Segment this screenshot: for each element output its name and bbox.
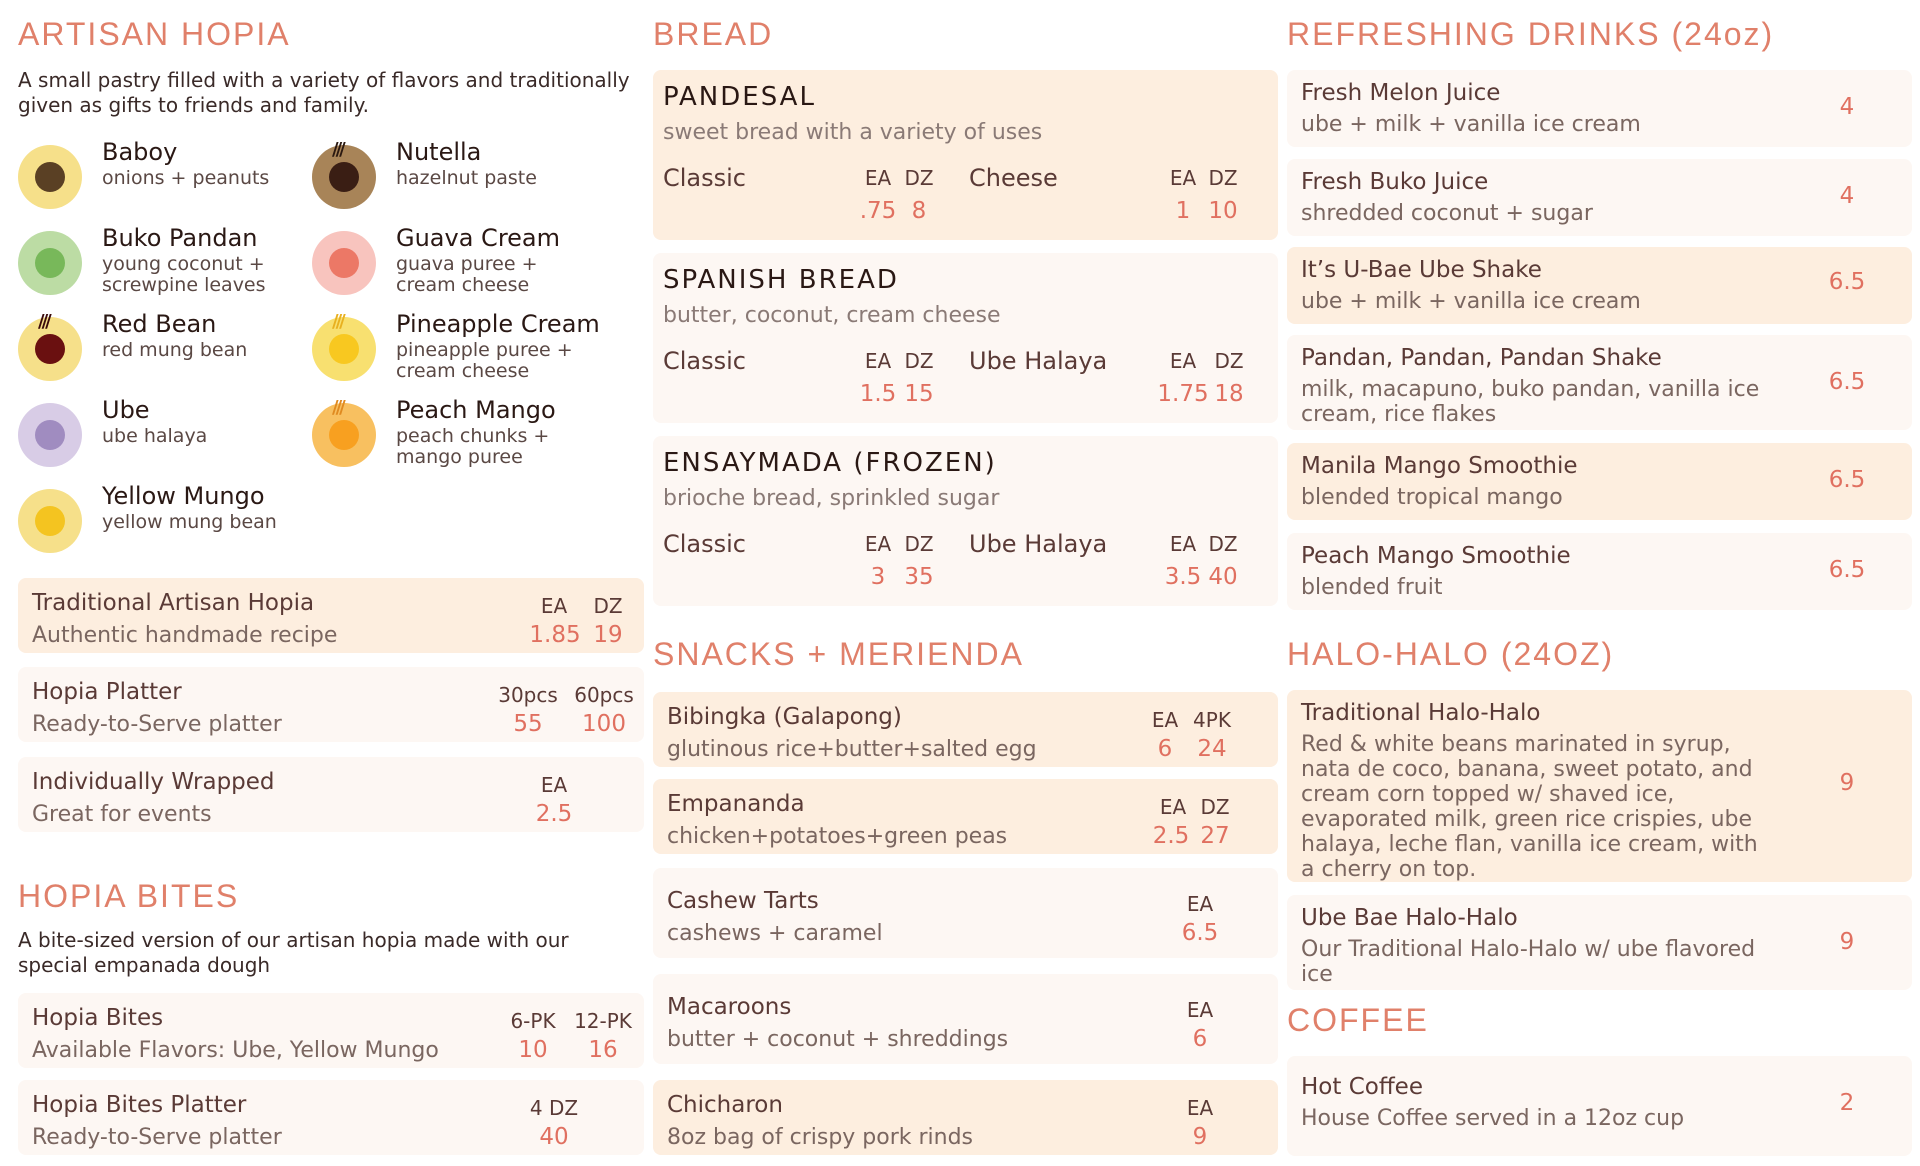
item-description: shredded coconut + sugar xyxy=(1301,201,1593,226)
item-title: Fresh Melon Juice xyxy=(1301,80,1501,106)
menu-item-individually-wrapped xyxy=(18,757,644,832)
price-header: DZ xyxy=(904,532,934,556)
flavor-name: Ube xyxy=(102,396,150,424)
menu-item-fresh-melon-juice xyxy=(1287,70,1912,147)
price-header: DZ xyxy=(904,349,934,373)
price-header: DZ xyxy=(1214,349,1244,373)
item-title: Manila Mango Smoothie xyxy=(1301,453,1578,479)
item-title: Hopia Bites Platter xyxy=(32,1092,247,1118)
hopia-swatch-icon xyxy=(18,145,82,209)
filling-dot xyxy=(35,334,65,364)
hopia-swatch-icon xyxy=(18,231,82,295)
flavor-name: Nutella xyxy=(396,138,482,166)
flavor-name: Pineapple Cream xyxy=(396,310,600,338)
hopia-swatch-icon xyxy=(312,231,376,295)
price-header: EA xyxy=(1186,1096,1214,1120)
flavor-item xyxy=(18,310,308,380)
price: 6 xyxy=(1192,1026,1208,1052)
section-title-drinks: REFRESHING DRINKS (24oz) xyxy=(1287,16,1775,52)
menu-item-hopia-bites xyxy=(18,993,644,1068)
menu-item-peach-mango-smoothie xyxy=(1287,533,1912,610)
item-title: Individually Wrapped xyxy=(32,769,275,795)
price: 9 xyxy=(1839,929,1855,955)
hopia-swatch-icon xyxy=(18,311,82,381)
artisan-hopia-intro: A small pastry filled with a variety of flavors and traditionally given as gifts to friends and family. xyxy=(18,68,630,117)
item-title: Fresh Buko Juice xyxy=(1301,169,1489,195)
price-header: EA xyxy=(1186,998,1214,1022)
item-title: Cashew Tarts xyxy=(667,888,819,914)
flavor-description: guava puree + cream cheese xyxy=(396,253,538,296)
menu-item-traditional-artisan-hopia xyxy=(18,578,644,653)
filling-dot xyxy=(329,248,359,278)
price-header: 4 DZ xyxy=(529,1096,579,1120)
price-header: 12-PK xyxy=(574,1009,632,1033)
item-title: Traditional Halo-Halo xyxy=(1301,700,1541,726)
price: 4 xyxy=(1839,94,1855,120)
price: 100 xyxy=(582,711,626,737)
price-header: DZ xyxy=(593,594,623,618)
price-header: EA xyxy=(1169,532,1197,556)
flavor-item xyxy=(312,310,602,380)
item-title: PANDESAL xyxy=(663,82,816,112)
topping-marks-icon: /// xyxy=(332,311,343,332)
menu-item-ensaymada xyxy=(653,436,1278,606)
item-title: Ube Bae Halo-Halo xyxy=(1301,905,1518,931)
menu-item-spanish-bread xyxy=(653,253,1278,423)
item-title: Hopia Bites xyxy=(32,1005,164,1031)
item-subtitle: 8oz bag of crispy pork rinds xyxy=(667,1125,974,1150)
menu-item-traditional-halo-halo xyxy=(1287,690,1912,882)
price: 6.5 xyxy=(1828,369,1866,395)
item-subtitle: sweet bread with a variety of uses xyxy=(663,120,1043,145)
item-title: SPANISH BREAD xyxy=(663,265,899,295)
item-title: Traditional Artisan Hopia xyxy=(32,590,315,616)
price-header: 30pcs xyxy=(498,683,558,707)
variant-label: Ube Halaya xyxy=(969,347,1108,375)
price: 2 xyxy=(1839,1090,1855,1116)
hopia-swatch-icon xyxy=(18,403,82,467)
menu-item-ube-bae-halo-halo xyxy=(1287,895,1912,990)
menu-item-pandesal xyxy=(653,70,1278,240)
price-header: EA xyxy=(864,349,892,373)
item-subtitle: Ready-to-Serve platter xyxy=(32,1125,282,1150)
variant-label: Classic xyxy=(663,164,747,192)
price-header: EA xyxy=(540,773,568,797)
price-header: 4PK xyxy=(1193,708,1231,732)
price: 24 xyxy=(1197,736,1227,762)
item-subtitle: butter + coconut + shreddings xyxy=(667,1027,1009,1052)
price: 27 xyxy=(1200,823,1230,849)
flavor-item xyxy=(312,138,602,208)
menu-item-hopia-platter xyxy=(18,667,644,742)
menu-item-bibingka xyxy=(653,692,1278,767)
topping-marks-icon: /// xyxy=(332,139,343,160)
section-title-artisan-hopia: ARTISAN HOPIA xyxy=(18,16,291,52)
item-title: Hot Coffee xyxy=(1301,1074,1423,1100)
price-header: DZ xyxy=(904,166,934,190)
price-header: EA xyxy=(864,166,892,190)
price-header: EA xyxy=(1159,795,1187,819)
price-header: EA xyxy=(864,532,892,556)
item-subtitle: butter, coconut, cream cheese xyxy=(663,303,1001,328)
price: 6.5 xyxy=(1828,269,1866,295)
price: 10 xyxy=(518,1037,548,1063)
section-title-coffee: COFFEE xyxy=(1287,1002,1429,1038)
flavor-description: ube halaya xyxy=(102,425,208,447)
flavor-item xyxy=(312,224,602,294)
item-description: ube + milk + vanilla ice cream xyxy=(1301,112,1641,137)
price: 9 xyxy=(1192,1124,1208,1150)
menu-item-empananda xyxy=(653,779,1278,854)
price: 3 xyxy=(870,564,886,590)
price-header: DZ xyxy=(1200,795,1230,819)
section-title-snacks: SNACKS + MERIENDA xyxy=(653,636,1024,672)
flavor-item xyxy=(18,396,308,466)
price: 4 xyxy=(1839,183,1855,209)
flavor-item xyxy=(18,482,308,552)
price: 15 xyxy=(904,381,934,407)
flavor-name: Buko Pandan xyxy=(102,224,258,252)
variant-label: Classic xyxy=(663,347,747,375)
price: 1 xyxy=(1175,198,1191,224)
item-title: Pandan, Pandan, Pandan Shake xyxy=(1301,345,1662,371)
filling-dot xyxy=(35,420,65,450)
variant-label: Ube Halaya xyxy=(969,530,1108,558)
item-title: It’s U-Bae Ube Shake xyxy=(1301,257,1542,283)
price: 19 xyxy=(593,622,623,648)
item-title: Empananda xyxy=(667,791,805,817)
price: 55 xyxy=(513,711,543,737)
price: 16 xyxy=(588,1037,618,1063)
flavor-name: Yellow Mungo xyxy=(102,482,265,510)
price: 40 xyxy=(539,1124,569,1150)
flavor-description: peach chunks + mango puree xyxy=(396,425,550,468)
topping-marks-icon: /// xyxy=(38,311,49,332)
hopia-swatch-icon xyxy=(18,489,82,553)
menu-item-cashew-tarts xyxy=(653,868,1278,958)
price-header: EA xyxy=(1169,349,1197,373)
price: 35 xyxy=(904,564,934,590)
item-description: Red & white beans marinated in syrup, nata de coco, banana, sweet potato, and cream corn topped w/ shaved ice, evaporated milk, green rice crispies, ube halaya, leche flan, vanilla ice cream, with a cherry on top. xyxy=(1301,732,1758,882)
price: 2.5 xyxy=(535,801,573,827)
price-header: EA xyxy=(540,594,568,618)
item-subtitle: Great for events xyxy=(32,802,212,827)
flavor-description: pineapple puree + cream cheese xyxy=(396,339,573,382)
hopia-swatch-icon xyxy=(312,397,376,467)
item-subtitle: cashews + caramel xyxy=(667,921,883,946)
item-subtitle: glutinous rice+butter+salted egg xyxy=(667,737,1037,762)
menu-item-chicharon xyxy=(653,1080,1278,1155)
price: 6.5 xyxy=(1181,920,1219,946)
item-description: blended tropical mango xyxy=(1301,485,1563,510)
topping-marks-icon: /// xyxy=(332,397,343,418)
item-description: milk, macapuno, buko pandan, vanilla ice cream, rice flakes xyxy=(1301,377,1760,427)
filling-dot xyxy=(329,420,359,450)
item-title: Peach Mango Smoothie xyxy=(1301,543,1571,569)
price: 40 xyxy=(1208,564,1238,590)
item-title: Chicharon xyxy=(667,1092,783,1118)
menu-item-hot-coffee xyxy=(1287,1056,1912,1156)
price: 6.5 xyxy=(1828,467,1866,493)
filling-dot xyxy=(329,162,359,192)
filling-dot xyxy=(35,248,65,278)
price-header: EA xyxy=(1186,892,1214,916)
price: 1.5 xyxy=(859,381,897,407)
flavor-description: onions + peanuts xyxy=(102,167,270,189)
item-subtitle: chicken+potatoes+green peas xyxy=(667,824,1008,849)
price-header: EA xyxy=(1151,708,1179,732)
item-subtitle: Available Flavors: Ube, Yellow Mungo xyxy=(32,1038,439,1063)
flavor-name: Red Bean xyxy=(102,310,217,338)
item-description: blended fruit xyxy=(1301,575,1443,600)
flavor-item xyxy=(18,138,308,208)
menu-item-pandan-shake xyxy=(1287,335,1912,430)
price-header: DZ xyxy=(1208,166,1238,190)
flavor-description: yellow mung bean xyxy=(102,511,277,533)
price: 3.5 xyxy=(1164,564,1202,590)
hopia-swatch-icon xyxy=(312,311,376,381)
price-header: 60pcs xyxy=(574,683,634,707)
section-title-halo-halo: HALO-HALO (24OZ) xyxy=(1287,636,1615,672)
item-subtitle: Authentic handmade recipe xyxy=(32,623,338,648)
filling-dot xyxy=(35,162,65,192)
hopia-bites-intro: A bite-sized version of our artisan hopia made with our special empanada dough xyxy=(18,928,569,977)
flavor-description: hazelnut paste xyxy=(396,167,537,189)
variant-label: Classic xyxy=(663,530,747,558)
menu-item-hopia-bites-platter xyxy=(18,1080,644,1155)
price: 18 xyxy=(1214,381,1244,407)
item-description: ube + milk + vanilla ice cream xyxy=(1301,289,1641,314)
flavor-description: red mung bean xyxy=(102,339,248,361)
hopia-swatch-icon xyxy=(312,139,376,209)
price: .75 xyxy=(859,198,897,224)
item-subtitle: brioche bread, sprinkled sugar xyxy=(663,486,1000,511)
price-header: EA xyxy=(1169,166,1197,190)
price-header: 6-PK xyxy=(510,1009,556,1033)
filling-dot xyxy=(35,506,65,536)
menu-item-ube-shake xyxy=(1287,247,1912,324)
price: 1.75 xyxy=(1157,381,1209,407)
section-title-hopia-bites: HOPIA BITES xyxy=(18,878,240,914)
item-title: Macaroons xyxy=(667,994,792,1020)
section-title-bread: BREAD xyxy=(653,16,774,52)
price: 2.5 xyxy=(1152,823,1190,849)
price: 6.5 xyxy=(1828,557,1866,583)
variant-label: Cheese xyxy=(969,164,1058,192)
item-title: Bibingka (Galapong) xyxy=(667,704,902,730)
menu-item-macaroons xyxy=(653,974,1278,1064)
price: 6 xyxy=(1157,736,1173,762)
flavor-item xyxy=(18,224,308,294)
item-title: Hopia Platter xyxy=(32,679,182,705)
flavor-description: young coconut + screwpine leaves xyxy=(102,253,266,296)
price: 8 xyxy=(911,198,927,224)
menu-item-manila-mango-smoothie xyxy=(1287,443,1912,520)
menu-item-fresh-buko-juice xyxy=(1287,159,1912,236)
item-description: House Coffee served in a 12oz cup xyxy=(1301,1106,1685,1131)
item-title: ENSAYMADA (FROZEN) xyxy=(663,448,997,478)
price: 1.85 xyxy=(529,622,581,648)
price: 10 xyxy=(1208,198,1238,224)
flavor-name: Baboy xyxy=(102,138,178,166)
flavor-item xyxy=(312,396,602,466)
price: 9 xyxy=(1839,770,1855,796)
item-subtitle: Ready-to-Serve platter xyxy=(32,712,282,737)
flavor-name: Guava Cream xyxy=(396,224,561,252)
item-description: Our Traditional Halo-Halo w/ ube flavored ice xyxy=(1301,937,1756,987)
filling-dot xyxy=(329,334,359,364)
flavor-name: Peach Mango xyxy=(396,396,556,424)
price-header: DZ xyxy=(1208,532,1238,556)
